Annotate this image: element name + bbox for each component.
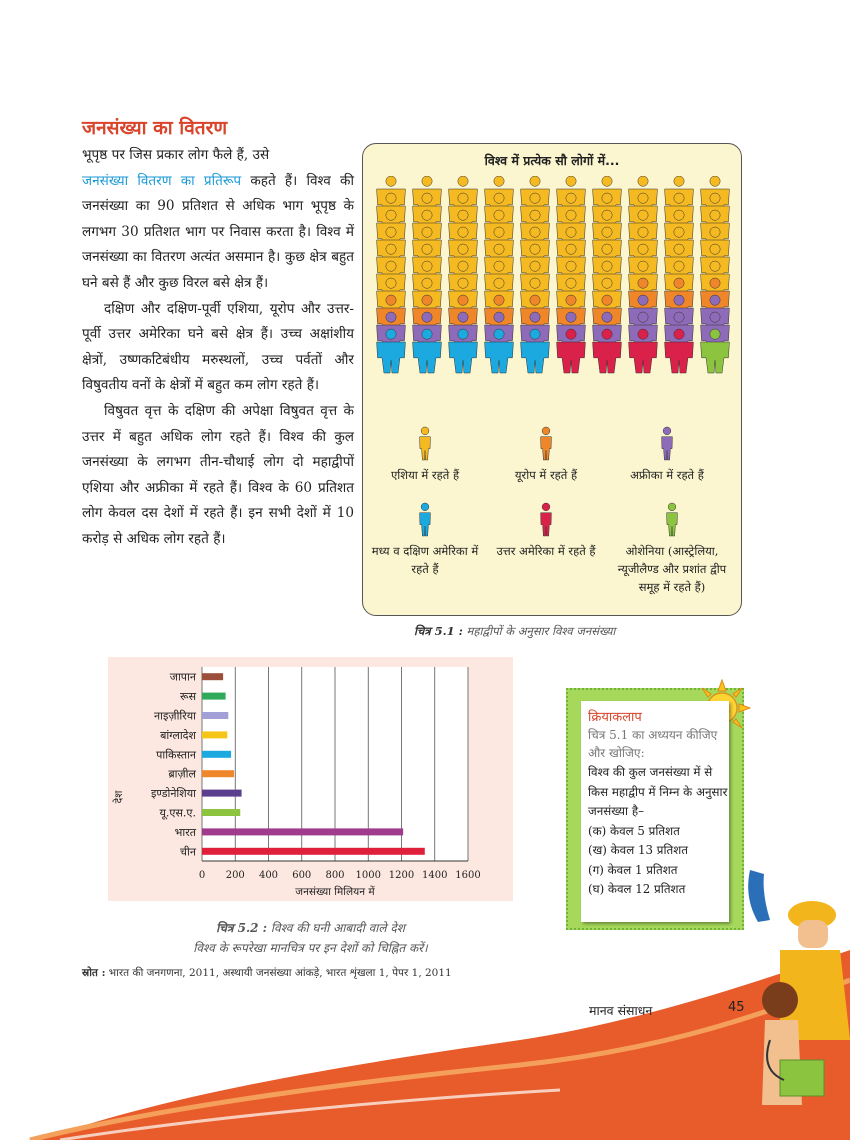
x-tick-label: 600 xyxy=(292,870,312,881)
bar xyxy=(202,790,242,797)
chart-populous-countries xyxy=(108,657,513,901)
activity-title: क्रियाकलाप xyxy=(588,710,642,725)
bar xyxy=(202,731,227,738)
footer-swoosh xyxy=(0,940,850,1140)
person-icon-africa xyxy=(660,426,674,462)
x-tick-label: 400 xyxy=(258,870,279,881)
paragraph-1 xyxy=(82,143,354,297)
legend-north-america xyxy=(486,502,606,560)
legend-label: यूरोप में रहते हैं xyxy=(514,468,578,482)
source-text: भारत की जनगणना, 2011, अस्थायी जनसंख्या आंकड़े, भारत शृंखला 1, पेपर 1, 2011 xyxy=(105,967,452,979)
activity-box xyxy=(581,701,729,922)
category-label: नाइज़ीरिया xyxy=(154,709,196,723)
person-icon-europe xyxy=(539,426,553,462)
activity-text xyxy=(588,763,728,900)
bar xyxy=(202,693,226,700)
legend-label: ओशेनिया (आस्ट्रेलिया, न्यूजीलैण्ड और प्रशांत द्वीप समूह में रहते हैं) xyxy=(617,544,727,594)
figure1-caption-label: चित्र 5.1 : xyxy=(414,624,463,638)
figure1-caption-text: महाद्वीपों के अनुसार विश्व जनसंख्या xyxy=(462,624,616,638)
bar xyxy=(202,712,228,719)
activity-prompt: विश्व की कुल जनसंख्या में से किस महाद्वीप में निम्न के अनुसार जनसंख्या है– xyxy=(588,765,728,818)
category-label: चीन xyxy=(180,845,196,859)
x-tick-label: 1200 xyxy=(388,870,415,881)
bar xyxy=(202,770,234,777)
legend-africa xyxy=(607,426,727,484)
x-tick-label: 1600 xyxy=(455,870,481,881)
category-label: जापान xyxy=(169,670,196,684)
legend-asia xyxy=(365,426,485,484)
figure1-title: विश्व में प्रत्येक सौ लोगों में... xyxy=(484,153,620,168)
y-axis-label: देश xyxy=(113,790,125,804)
legend-label: एशिया में रहते हैं xyxy=(390,468,460,482)
activity-option: (ख) केवल 13 प्रतिशत xyxy=(588,843,688,857)
bar xyxy=(202,848,425,855)
legend-label: उत्तर अमेरिका में रहते हैं xyxy=(496,544,596,558)
figure2-caption-label: चित्र 5.2 : xyxy=(216,921,268,935)
bar xyxy=(202,809,240,816)
person-icon-north-america xyxy=(539,502,553,538)
body-text xyxy=(82,143,354,553)
x-tick-label: 1400 xyxy=(422,870,448,881)
x-tick-label: 200 xyxy=(225,870,245,881)
people-grid xyxy=(373,176,733,396)
category-label: ब्राज़ील xyxy=(168,767,196,781)
x-tick-label: 0 xyxy=(198,870,206,881)
legend-label: अफ्रीका में रहते हैं xyxy=(630,468,704,482)
figure2-caption-text: विश्व की घनी आबादी वाले देश xyxy=(267,921,405,935)
activity-option: (घ) केवल 12 प्रतिशत xyxy=(588,882,686,896)
legend-oceania xyxy=(607,502,737,596)
category-label: भारत xyxy=(174,825,196,839)
x-axis-label: जनसंख्या मिलियन में xyxy=(295,886,375,898)
category-label: बांग्लादेश xyxy=(160,728,196,742)
x-tick-label: 800 xyxy=(325,870,345,881)
people-illustration xyxy=(740,870,850,1120)
activity-question: चित्र 5.1 का अध्ययन कीजिए और खोजिए: xyxy=(588,728,718,760)
legend-label: मध्य व दक्षिण अमेरिका में रहते हैं xyxy=(371,544,479,576)
person-icon-oceania xyxy=(665,502,679,538)
para1-after: कहते हैं। विश्व की जनसंख्या का 90 प्रतिशत से अधिक भाग भूपृष्ठ के लगभग 30 प्रतिशत भाग पर निवास करता है। विश्व में जनसंख्या का वितरण अत्यंत असमान है। कुछ क्षेत्र बहुत घने बसे हैं और कुछ विरल बसे क्षेत्र हैं। xyxy=(82,172,354,291)
footer-book-title: मानव संसाधन xyxy=(589,1003,653,1018)
figure1-caption xyxy=(414,624,615,639)
bar xyxy=(202,828,403,835)
para1-before: भूपृष्ठ पर जिस प्रकार लोग फैले हैं, उसे xyxy=(82,147,270,163)
bar xyxy=(202,673,223,680)
category-label: यू.एस.ए. xyxy=(159,806,196,820)
person-icon-latin-america xyxy=(418,502,432,538)
legend-europe xyxy=(486,426,606,484)
activity-option: (क) केवल 5 प्रतिशत xyxy=(588,823,680,838)
paragraph-2: दक्षिण और दक्षिण-पूर्वी एशिया, यूरोप और उत्तर-पूर्वी उत्तर अमेरिका घने बसे क्षेत्र हैं। उच्च अक्षांशीय क्षेत्रों, उष्णकटिबंधीय मरुस्थलों, उच्च पर्वतों और विषुवतीय वनों के क्षेत्रों में बहुत कम लोग रहते हैं। xyxy=(82,300,354,394)
source-label: स्रोत : xyxy=(82,967,106,979)
person-icon-asia xyxy=(418,426,432,462)
figure2-caption-line1 xyxy=(216,921,405,935)
activity-option: (ग) केवल 1 प्रतिशत xyxy=(588,862,678,877)
bar-chart xyxy=(108,657,513,901)
category-label: पाकिस्तान xyxy=(156,748,196,762)
paragraph-3: विषुवत वृत्त के दक्षिण की अपेक्षा विषुवत वृत्त के उत्तर में बहुत अधिक लोग रहते हैं। विश्व की कुल जनसंख्या के लगभग तीन-चौथाई लोग दो महाद्वीपों एशिया और अफ्रीका में रहते हैं। विश्व के 60 प्रतिशत लोग केवल दस देशों में रहते हैं। इन सभी देशों में 10 करोड़ से अधिक लोग रहते हैं। xyxy=(82,402,354,547)
figure-population-by-continent xyxy=(362,143,742,616)
figure2-caption-line2: विश्व के रूपरेखा मानचित्र पर इन देशों को चिह्नित करें। xyxy=(193,941,428,955)
category-label: इण्डोनेशिया xyxy=(150,787,196,801)
legend-latin-america xyxy=(365,502,485,578)
highlighted-term: जनसंख्या वितरण का प्रतिरूप xyxy=(82,172,242,189)
category-label: रूस xyxy=(180,690,196,704)
bar xyxy=(202,751,231,758)
x-tick-label: 1000 xyxy=(355,870,381,881)
section-title: जनसंख्या का वितरण xyxy=(82,117,228,139)
page-number: 45 xyxy=(728,1000,745,1015)
